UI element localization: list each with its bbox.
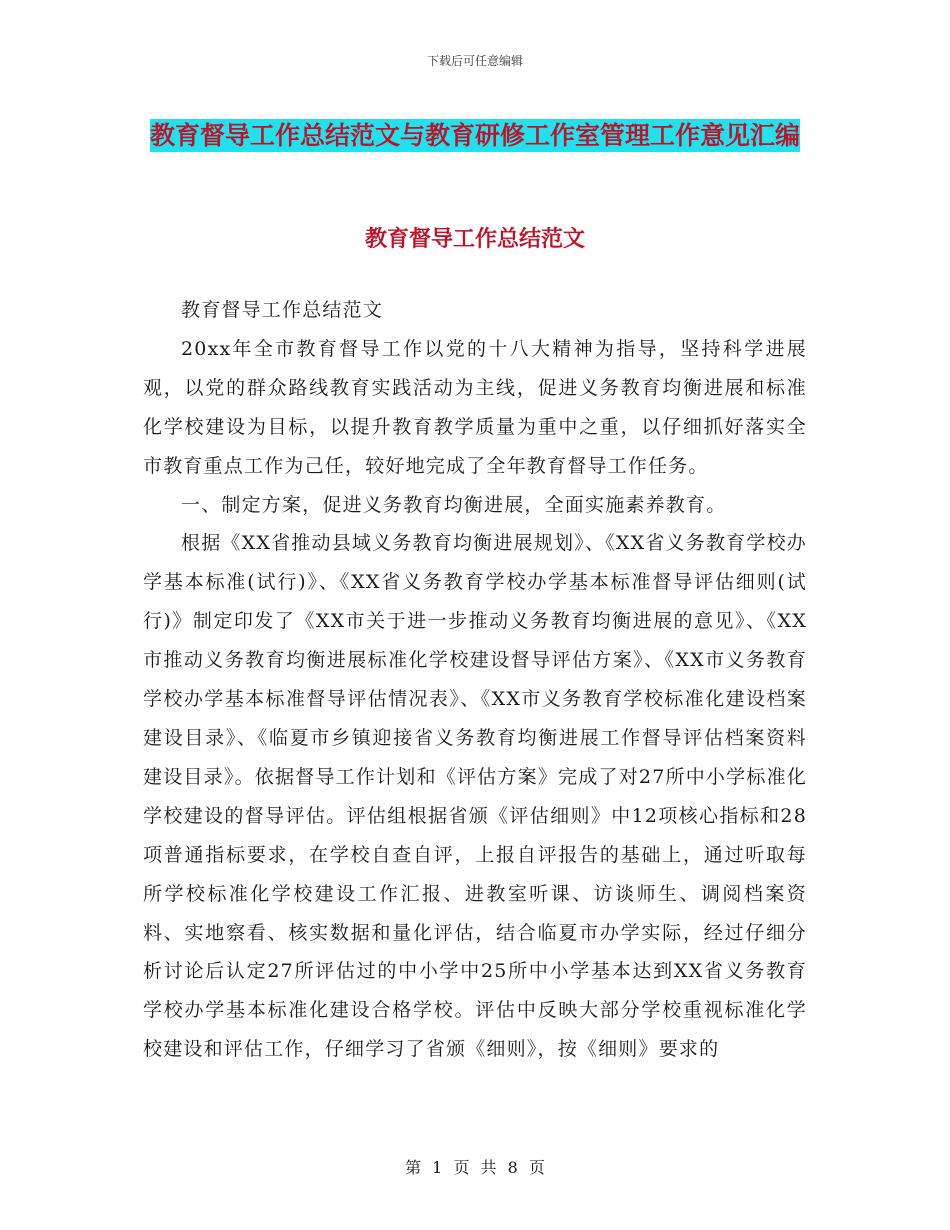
body-paragraph: 根据《XX省推动县域义务教育均衡进展规划》、《XX省义务教育学校办学基本标准(试行)》、《XX省义务教育学校办学基本标准督导评估细则(试行)》制定印发了《XX市关于进一步推动义务教育均衡进展的意见》、《XX市推动义务教育均衡进展标准化学校建设督导评估方案》、《XX市义务教育学校办学基本标准督导评估情况表》、《XX市义务教育学校标准化建设档案建设目录》、《临夏市乡镇迎接省义务教育均衡进展工作督导评估档案资料建设目录》。依据督导工作计划和《评估方案》完成了对27所中小学标准化学校建设的督导评估。评估组根据省颁《评估细则》中12项核心指标和28项普通指标要求，在学校自查自评，上报自评报告的基础上，通过听取每所学校标准化学校建设工作汇报、进教室听课、访谈师生、调阅档案资料、实地察看、核实数据和量化评估，结合临夏市办学实际，经过仔细分析讨论后认定27所评估过的中小学中25所中小学基本达到XX省义务教育学校办学基本标准化建设合格学校。评估中反映大部分学校重视标准化学校建设和评估工作，仔细学习了省颁《细则》，按《细则》要求的 (143, 532, 807, 1061)
document-title-text: 教育督导工作总结范文与教育研修工作室管理工作意见汇编 (149, 121, 800, 150)
page-header-note: 下载后可任意编辑 (426, 54, 523, 68)
body-paragraph: 20xx年全市教育督导工作以党的十八大精神为指导，坚持科学进展观，以党的群众路线教育实践活动为主线，促进义务教育均衡进展和标准化学校建设为目标，以提升教育教学质量为重中之重，以仔细抓好落实全市教育重点工作为己任，较好地完成了全年教育督导工作任务。 (143, 337, 807, 477)
body-paragraph: 教育督导工作总结范文 (181, 299, 384, 321)
body-paragraph: 一、制定方案，促进义务教育均衡进展，全面实施素养教育。 (181, 493, 727, 516)
section-title: 教育督导工作总结范文 (364, 227, 585, 252)
document-title (143, 108, 807, 164)
page-number-footer: 第 1 页 共 8 页 (405, 1158, 545, 1177)
document-body (143, 291, 807, 1069)
